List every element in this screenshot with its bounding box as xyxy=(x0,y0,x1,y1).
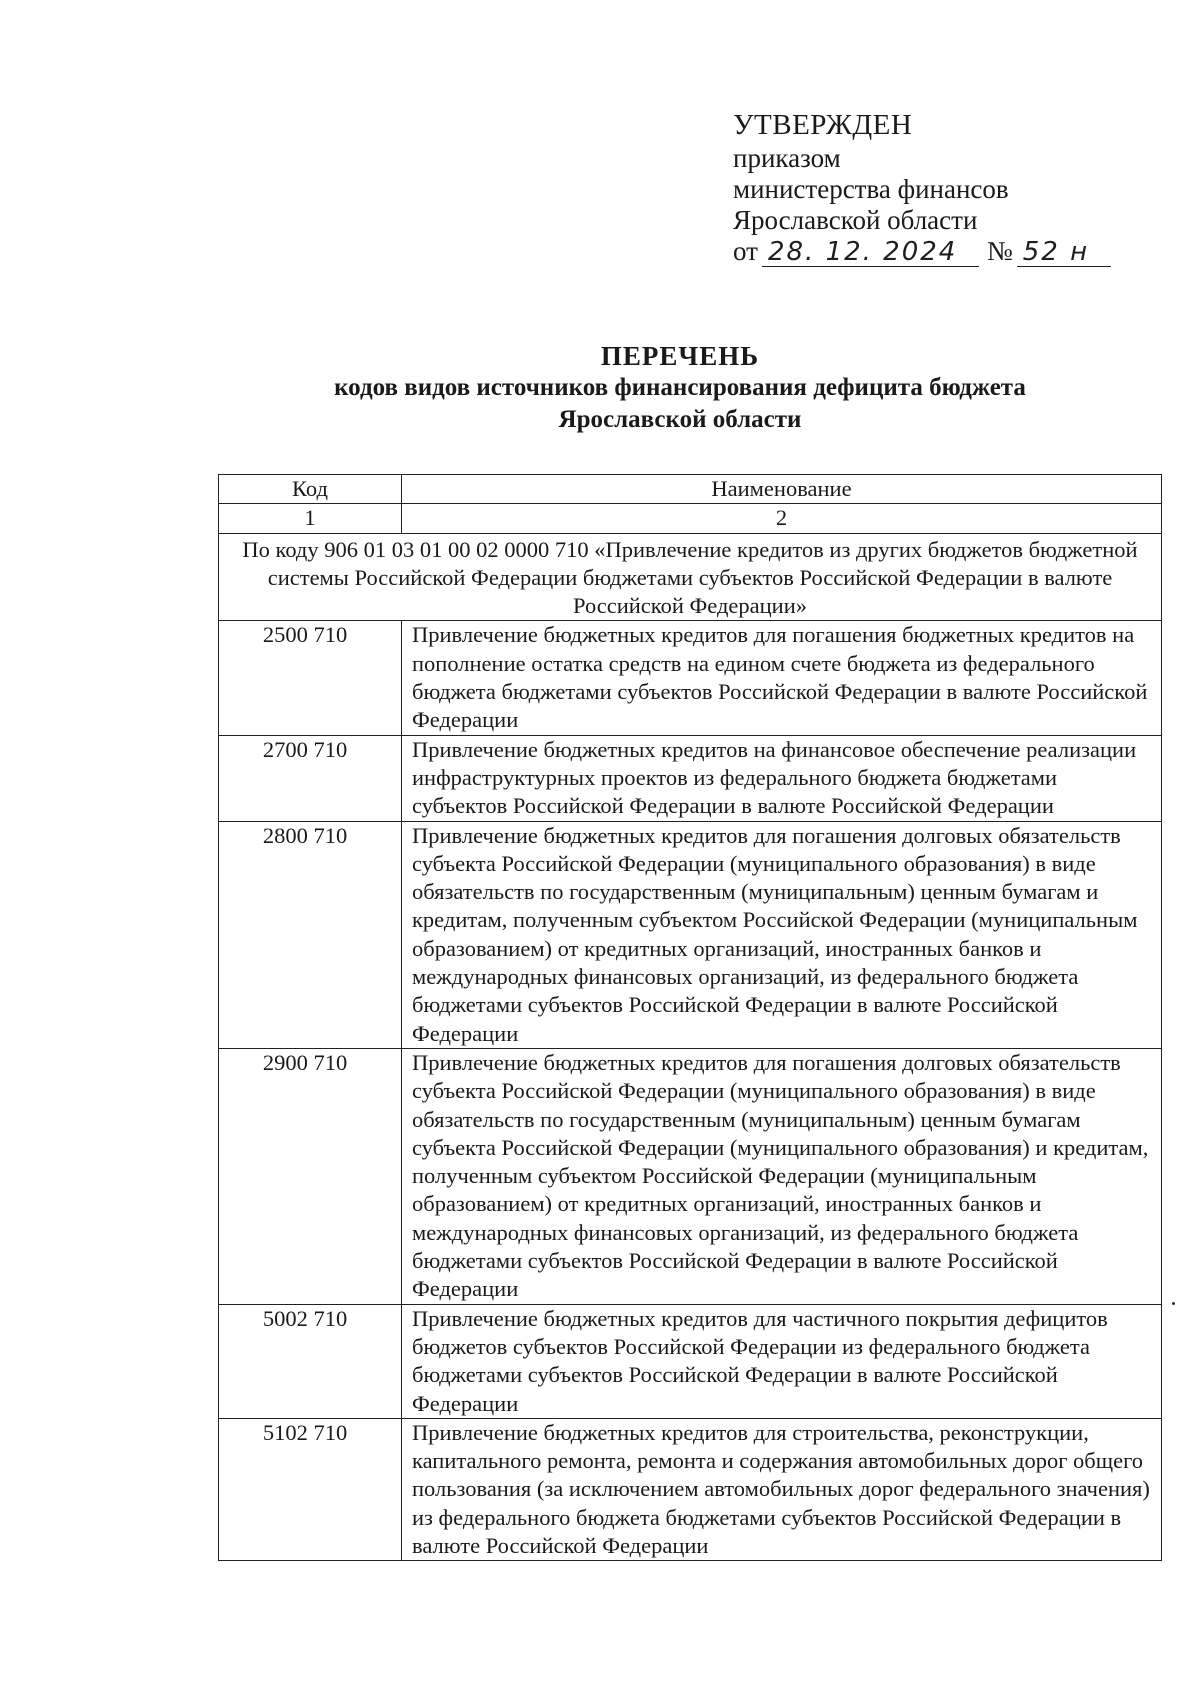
heading-title: ПЕРЕЧЕНЬ xyxy=(600,341,760,371)
handwritten-number: 52 н xyxy=(1017,239,1111,267)
date-prefix: от xyxy=(733,236,758,266)
table-row xyxy=(219,1304,1162,1418)
column-number-1: 1 xyxy=(219,504,402,533)
row-code: 2800 710 xyxy=(219,821,402,1048)
group-row xyxy=(219,533,1162,621)
header-name: Наименование xyxy=(402,475,1162,504)
row-name: Привлечение бюджетных кредитов для строительства, реконструкции, капитального ремонта, ремонта и содержания автомобильных дорог общего пользования (за исключением автомобильных дорог федерального значения) из федерального бюджета бюджетами субъектов Российской Федерации в валюте Российской Федерации xyxy=(402,1418,1162,1560)
heading-region: Ярославской области xyxy=(558,406,802,433)
table-row xyxy=(219,1418,1162,1560)
group-caption: По коду 906 01 03 01 00 02 0000 710 «Привлечение кредитов из других бюджетов бюджетной системы Российской Федерации бюджетами субъектов Российской Федерации в валюте Российской Федерации» xyxy=(219,533,1162,621)
number-sign: № xyxy=(986,236,1013,266)
scan-speck xyxy=(1172,1302,1175,1305)
column-number-2: 2 xyxy=(402,504,1162,533)
row-code: 5002 710 xyxy=(219,1304,402,1418)
approval-date-row xyxy=(733,236,1153,267)
table-row xyxy=(219,621,1162,735)
approval-title: УТВЕРЖДЕН xyxy=(733,109,913,141)
document-heading xyxy=(200,340,1160,436)
header-code: Код xyxy=(219,475,402,504)
approval-line-order: приказом xyxy=(733,143,841,173)
codes-table xyxy=(218,474,1162,1561)
approval-block xyxy=(733,110,1153,267)
row-code: 2700 710 xyxy=(219,735,402,821)
handwritten-date: 28. 12. 2024 xyxy=(762,239,979,267)
row-name: Привлечение бюджетных кредитов для частичного покрытия дефицитов бюджетов субъектов Российской Федерации из федерального бюджета бюджетами субъектов Российской Федерации в валюте Российской Федерации xyxy=(402,1304,1162,1418)
table-row xyxy=(219,735,1162,821)
approval-line-ministry: министерства финансов xyxy=(733,174,1009,204)
heading-subtitle: кодов видов источников финансирования дефицита бюджета xyxy=(334,374,1026,401)
table-row xyxy=(219,1048,1162,1304)
row-code: 2500 710 xyxy=(219,621,402,735)
row-code: 5102 710 xyxy=(219,1418,402,1560)
row-name: Привлечение бюджетных кредитов на финансовое обеспечение реализации инфраструктурных проектов из федерального бюджета бюджетами субъектов Российской Федерации в валюте Российской Федерации xyxy=(402,735,1162,821)
table-row xyxy=(219,821,1162,1048)
row-code: 2900 710 xyxy=(219,1048,402,1304)
table-column-numbers-row xyxy=(219,504,1162,533)
row-name: Привлечение бюджетных кредитов для погашения бюджетных кредитов на пополнение остатка средств на едином счете бюджета из федерального бюджета бюджетами субъектов Российской Федерации в валюте Российской Федерации xyxy=(402,621,1162,735)
table-header-row xyxy=(219,475,1162,504)
row-name: Привлечение бюджетных кредитов для погашения долговых обязательств субъекта Российской Федерации (муниципального образования) в виде обязательств по государственным (муниципальным) ценным бумагам и кредитам, полученным субъектом Российской Федерации (муниципальным образованием) от кредитных организаций, иностранных банков и международных финансовых организаций, из федерального бюджета бюджетами субъектов Российской Федерации в валюте Российской Федерации xyxy=(402,821,1162,1048)
approval-line-region: Ярославской области xyxy=(733,205,978,235)
row-name: Привлечение бюджетных кредитов для погашения долговых обязательств субъекта Российской Федерации (муниципального образования) в виде обязательств по государственным (муниципальным) ценным бумагам субъекта Российской Федерации (муниципального образования) и кредитам, полученным субъектом Российской Федерации (муниципальным образованием) от кредитных организаций, иностранных банков и международных финансовых организаций, из федерального бюджета бюджетами субъектов Российской Федерации в валюте Российской Федерации xyxy=(402,1048,1162,1304)
